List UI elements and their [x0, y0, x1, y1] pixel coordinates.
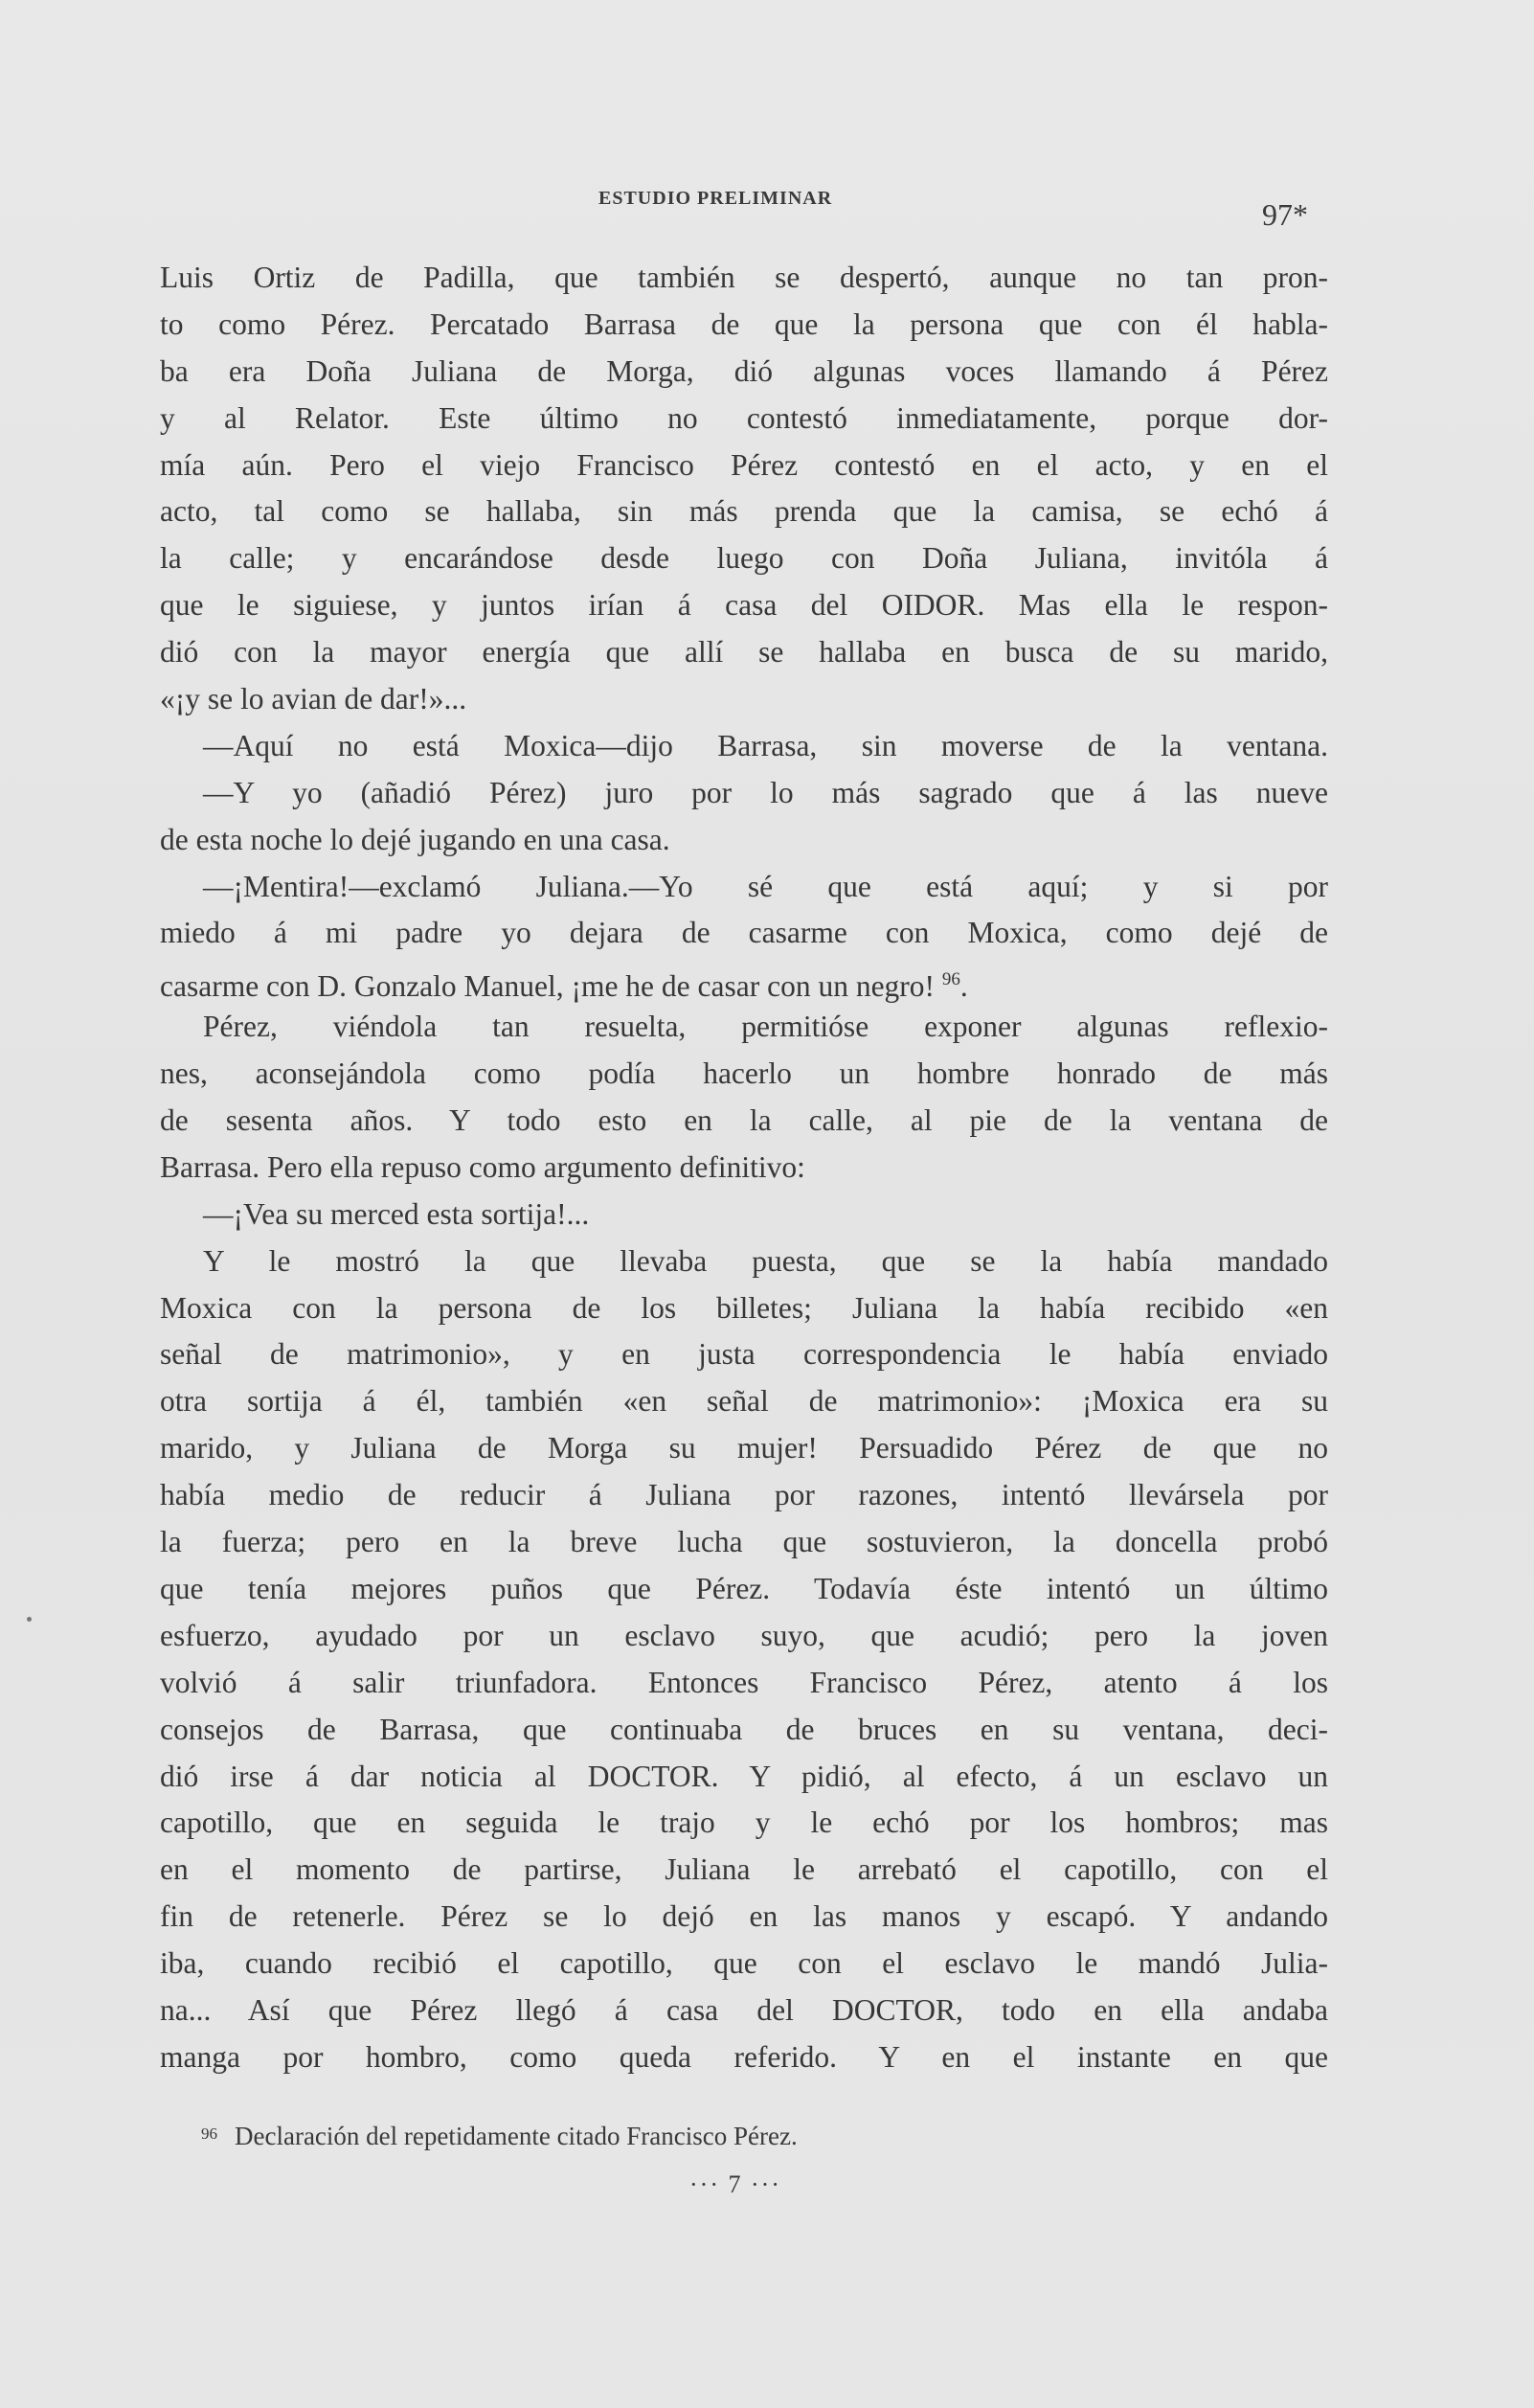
text-line: —¡Vea su merced esta sortija!... [203, 1196, 590, 1231]
footnote-text: Declaración del repetidamente citado Francisco Pérez. [235, 2122, 798, 2150]
text-line: señal de matrimonio», y en justa correspondencia le había enviado [160, 1337, 1328, 1372]
text-line: había medio de reducir á Juliana por razones, intentó llevársela por [160, 1478, 1328, 1512]
text-line: Luis Ortiz de Padilla, que también se despertó, aunque no tan pron- [160, 261, 1328, 294]
text-line: iba, cuando recibió el capotillo, que con el esclavo le mandó Julia- [160, 1946, 1328, 1981]
text-line: que le siguiese, y juntos irían á casa del OIDOR. Mas ella le respon- [160, 588, 1328, 623]
text-line-content: casarme con D. Gonzalo Manuel, ¡me he de casar con un negro! [160, 969, 936, 1004]
text-line: en el momento de partirse, Juliana le arrebató el capotillo, con el [160, 1852, 1328, 1887]
scan-speck [27, 1617, 32, 1622]
text-line: Y le mostró la que llevaba puesta, que se la había mandado [203, 1243, 1328, 1278]
text-line: de esta noche lo dejé jugando en una casa. [160, 822, 670, 856]
text-line: —¡Mentira!—exclamó Juliana.—Yo sé que está aquí; y si por [203, 869, 1328, 903]
text-line: na... Así que Pérez llegó á casa del DOCTOR, todo en ella andaba [160, 1992, 1328, 2027]
page-number: 97* [1262, 197, 1308, 232]
text-line: y al Relator. Este último no contestó inmediatamente, porque dor- [160, 400, 1328, 435]
text-line: Moxica con la persona de los billetes; Juliana la había recibido «en [160, 1290, 1328, 1325]
text-line: otra sortija á él, también «en señal de matrimonio»: ¡Moxica era su [160, 1384, 1328, 1419]
text-line: dió con la mayor energía que allí se hallaba en busca de su marido, [160, 635, 1328, 670]
text-line: la calle; y encarándose desde luego con Doña Juliana, invitóla á [160, 541, 1328, 576]
text-line: dió irse á dar noticia al DOCTOR. Y pidió, al efecto, á un esclavo un [160, 1759, 1328, 1793]
text-line: —Y yo (añadió Pérez) juro por lo más sagrado que á las nueve [203, 775, 1328, 809]
text-line: volvió á salir triunfadora. Entonces Francisco Pérez, atento á los [160, 1665, 1328, 1699]
body-text [160, 255, 1328, 2081]
text-line: acto, tal como se hallaba, sin más prenda que la camisa, se echó á [160, 494, 1328, 529]
text-line: to como Pérez. Percatado Barrasa de que la persona que con él habla- [160, 307, 1328, 341]
text-line: manga por hombro, como queda referido. Y en el instante en que [160, 2039, 1328, 2074]
text-line: Barrasa. Pero ella repuso como argumento definitivo: [160, 1149, 805, 1184]
text-line: mía aún. Pero el viejo Francisco Pérez contestó en el acto, y en el [160, 447, 1328, 482]
text-line: que tenía mejores puños que Pérez. Todavía éste intentó un último [160, 1571, 1328, 1605]
footnote-number: 96 [201, 2124, 217, 2143]
text-line: consejos de Barrasa, que continuaba de bruces en su ventana, deci- [160, 1712, 1328, 1746]
signature-mark: ··· 7 ··· [689, 2170, 781, 2198]
text-line: de sesenta años. Y todo esto en la calle, al pie de la ventana de [160, 1103, 1328, 1138]
footnote-reference: 96 [941, 969, 960, 990]
text-line: ba era Doña Juliana de Morga, dió algunas voces llamando á Pérez [160, 353, 1328, 388]
text-line: capotillo, que en seguida le trajo y le echó por los hombros; mas [160, 1806, 1328, 1840]
text-line: esfuerzo, ayudado por un esclavo suyo, que acudió; pero la joven [160, 1618, 1328, 1652]
text-line: la fuerza; pero en la breve lucha que sostuvieron, la doncella probó [160, 1525, 1328, 1559]
text-line: «¡y se lo avian de dar!»... [160, 682, 467, 716]
running-head: ESTUDIO PRELIMINAR [598, 188, 833, 209]
text-line: nes, aconsejándola como podía hacerlo un hombre honrado de más [160, 1056, 1328, 1091]
text-line: miedo á mi padre yo dejara de casarme con Moxica, como dejé de [160, 916, 1328, 950]
text-line: marido, y Juliana de Morga su mujer! Persuadido Pérez de que no [160, 1431, 1328, 1465]
text-line: casarme con D. Gonzalo Manuel, ¡me he de casar con un negro! $^{96}$. [160, 969, 968, 1004]
text-line: —Aquí no está Moxica—dijo Barrasa, sin moverse de la ventana. [203, 728, 1328, 762]
text-line: Pérez, viéndola tan resuelta, permitióse exponer algunas reflexio- [203, 1010, 1328, 1044]
footnote [201, 2122, 798, 2151]
text-line: fin de retenerle. Pérez se lo dejó en las manos y escapó. Y andando [160, 1899, 1328, 1934]
